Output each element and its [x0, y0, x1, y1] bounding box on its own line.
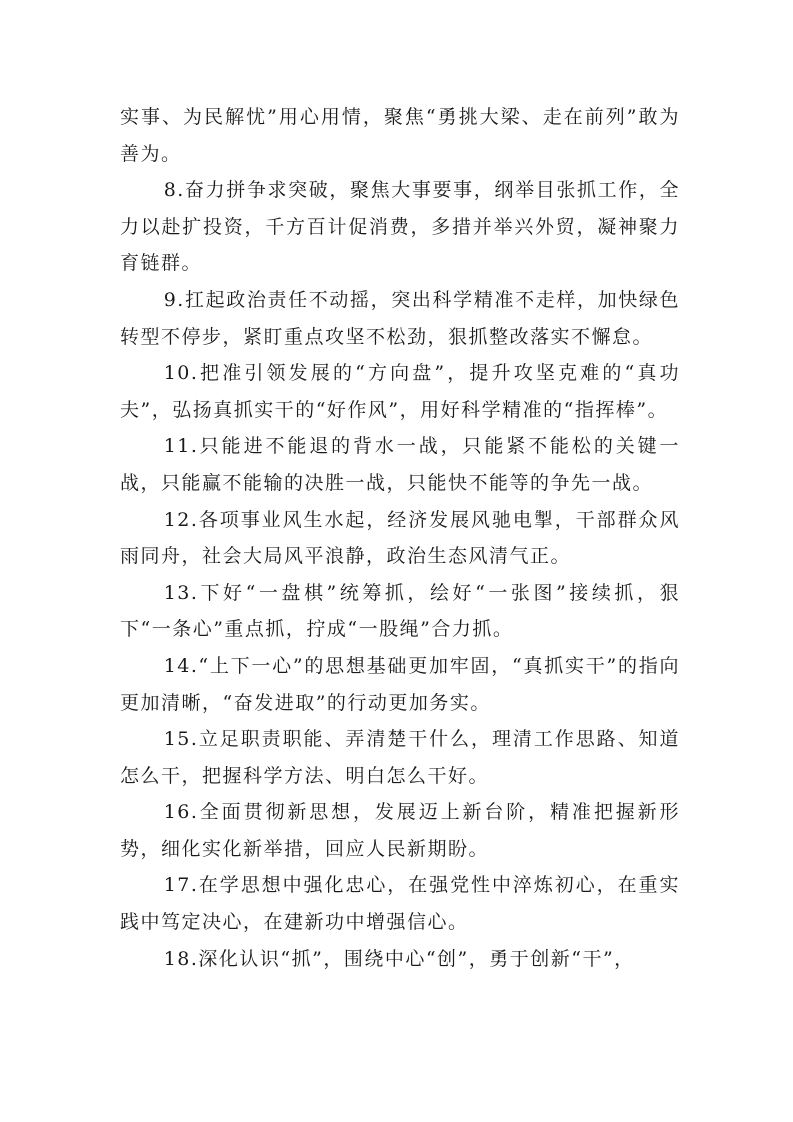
paragraph-continued: 实事、为民解忧”用心用情，聚焦“勇挑大梁、走在前列”敢为善为。 — [120, 106, 680, 165]
paragraph-12: 12.各项事业风生水起，经济发展风驰电掣，干部群众风雨同舟，社会大局风平浪静，政治生态风清气正。 — [120, 508, 680, 568]
paragraph-15: 15.立足职责职能、弄清楚干什么，理清工作思路、知道怎么干，把握科学方法、明白怎么干好。 — [120, 728, 680, 787]
paragraph-8: 8.奋力拼争求突破，聚焦大事要事，纲举目张抓工作，全力以赴扩投资，千方百计促消费，多措并举兴外贸，凝神聚力育链群。 — [120, 179, 680, 275]
paragraph-14: 14.“上下一心”的思想基础更加牢固，“真抓实干”的指向更加清晰，“奋发进取”的行动更加务实。 — [120, 654, 680, 714]
paragraph-17: 17.在学思想中强化忠心，在强党性中淬炼初心，在重实践中笃定决心，在建新功中增强信心。 — [120, 874, 680, 934]
paragraph-10: 10.把准引领发展的“方向盘”，提升攻坚克难的“真功夫”，弘扬真抓实干的“好作风”，用好科学精准的“指挥棒”。 — [120, 362, 680, 421]
paragraph-18: 18.深化认识“抓”，围绕中心“创”，勇于创新“干”， — [163, 947, 635, 970]
paragraph-16: 16.全面贯彻新思想，发展迈上新台阶，精准把握新形势，细化实化新举措，回应人民新期盼。 — [120, 801, 680, 860]
paragraph-9: 9.扛起政治责任不动摇，突出科学精准不走样，加快绿色转型不停步，紧盯重点攻坚不松劲，狠抓整改落实不懈怠。 — [120, 288, 680, 348]
paragraph-11: 11.只能进不能退的背水一战，只能紧不能松的关键一战，只能赢不能输的决胜一战，只能快不能等的争先一战。 — [120, 435, 680, 494]
paragraph-13: 13.下好“一盘棋”统筹抓，绘好“一张图”接续抓，狠下“一条心”重点抓，拧成“一股绳”合力抓。 — [120, 581, 680, 641]
document-body — [120, 99, 680, 977]
